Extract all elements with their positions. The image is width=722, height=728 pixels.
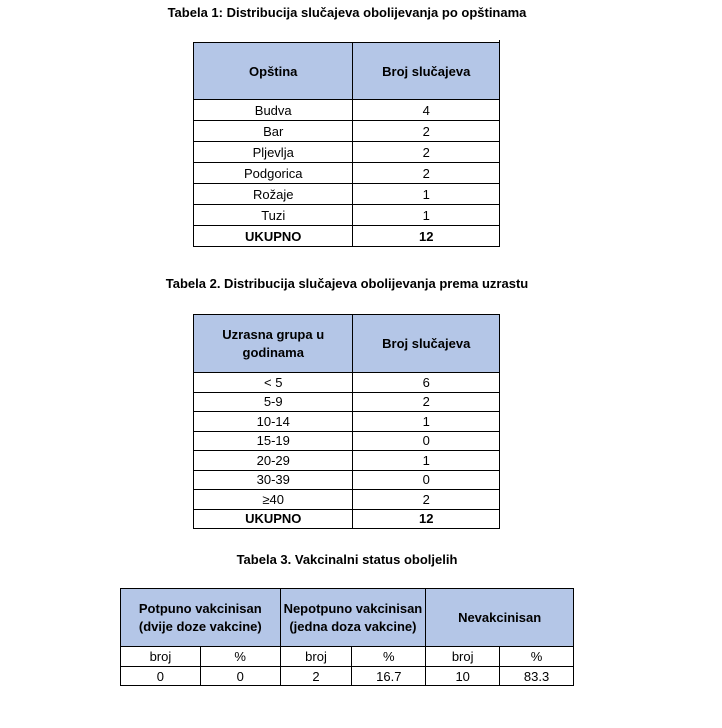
table-row: [194, 205, 500, 226]
total-row: [194, 509, 500, 529]
case-count-cell: 2: [353, 392, 500, 412]
table-row: [194, 100, 500, 121]
unvaccinated-percent-cell: 83.3: [500, 667, 574, 686]
vaccination-status-table: [120, 588, 574, 686]
subheader-count: broj: [280, 647, 352, 667]
table-row: [194, 373, 500, 393]
subheader-count: broj: [426, 647, 500, 667]
age-group-cell: ≥40: [194, 490, 353, 510]
column-header-unvaccinated: Nevakcinisan: [426, 589, 574, 647]
age-group-cell: < 5: [194, 373, 353, 393]
age-group-cell: 5-9: [194, 392, 353, 412]
case-count-cell: 1: [353, 184, 500, 205]
table-row: [194, 412, 500, 432]
table3-caption: Tabela 3. Vakcinalni status oboljelih: [236, 552, 458, 567]
municipality-table: [193, 42, 500, 247]
table-row: [121, 667, 574, 686]
total-label-cell: UKUPNO: [194, 509, 353, 529]
total-value-cell: 12: [353, 226, 500, 247]
fully-vaccinated-count-cell: 0: [121, 667, 201, 686]
total-label-cell: UKUPNO: [194, 226, 353, 247]
age-group-cell: 15-19: [194, 431, 353, 451]
subheader-percent: %: [500, 647, 574, 667]
table-header-row: [121, 589, 574, 647]
table-row: [194, 184, 500, 205]
case-count-cell: 2: [353, 121, 500, 142]
table-subheader-row: [121, 647, 574, 667]
age-group-cell: 10-14: [194, 412, 353, 432]
column-header-case-count: Broj slučajeva: [353, 43, 500, 100]
subheader-percent: %: [352, 647, 426, 667]
case-count-cell: 4: [353, 100, 500, 121]
table-row: [194, 142, 500, 163]
column-header-fully-vaccinated: Potpuno vakcinisan (dvije doze vakcine): [121, 589, 281, 647]
age-group-table: [193, 314, 500, 529]
table-header-row: [194, 315, 500, 373]
total-value-cell: 12: [353, 509, 500, 529]
table-row: [194, 121, 500, 142]
case-count-cell: 2: [353, 163, 500, 184]
total-row: [194, 226, 500, 247]
municipality-cell: Budva: [194, 100, 353, 121]
unvaccinated-count-cell: 10: [426, 667, 500, 686]
subheader-count: broj: [121, 647, 201, 667]
table-row: [194, 392, 500, 412]
municipality-cell: Bar: [194, 121, 353, 142]
column-header-municipality: Opština: [194, 43, 353, 100]
column-header-partially-vaccinated: Nepotpuno vakcinisan (jedna doza vakcine): [280, 589, 426, 647]
municipality-cell: Podgorica: [194, 163, 353, 184]
fully-vaccinated-percent-cell: 0: [200, 667, 280, 686]
case-count-cell: 1: [353, 451, 500, 471]
table-row: [194, 431, 500, 451]
column-header-age-group: Uzrasna grupa u godinama: [194, 315, 353, 373]
partially-vaccinated-percent-cell: 16.7: [352, 667, 426, 686]
municipality-cell: Tuzi: [194, 205, 353, 226]
table-row: [194, 451, 500, 471]
table-row: [194, 490, 500, 510]
table-row: [194, 470, 500, 490]
case-count-cell: 2: [353, 490, 500, 510]
case-count-cell: 6: [353, 373, 500, 393]
case-count-cell: 1: [353, 205, 500, 226]
table1-caption: Tabela 1: Distribucija slučajeva obolijevanja po opštinama: [167, 5, 527, 20]
age-group-cell: 20-29: [194, 451, 353, 471]
case-count-cell: 2: [353, 142, 500, 163]
column-header-case-count: Broj slučajeva: [353, 315, 500, 373]
table-header-row: [194, 43, 500, 100]
case-count-cell: 1: [353, 412, 500, 432]
age-group-cell: 30-39: [194, 470, 353, 490]
table2-caption: Tabela 2. Distribucija slučajeva obolijevanja prema uzrastu: [165, 276, 529, 291]
case-count-cell: 0: [353, 431, 500, 451]
municipality-cell: Rožaje: [194, 184, 353, 205]
subheader-percent: %: [200, 647, 280, 667]
partially-vaccinated-count-cell: 2: [280, 667, 352, 686]
case-count-cell: 0: [353, 470, 500, 490]
table-row: [194, 163, 500, 184]
municipality-cell: Pljevlja: [194, 142, 353, 163]
